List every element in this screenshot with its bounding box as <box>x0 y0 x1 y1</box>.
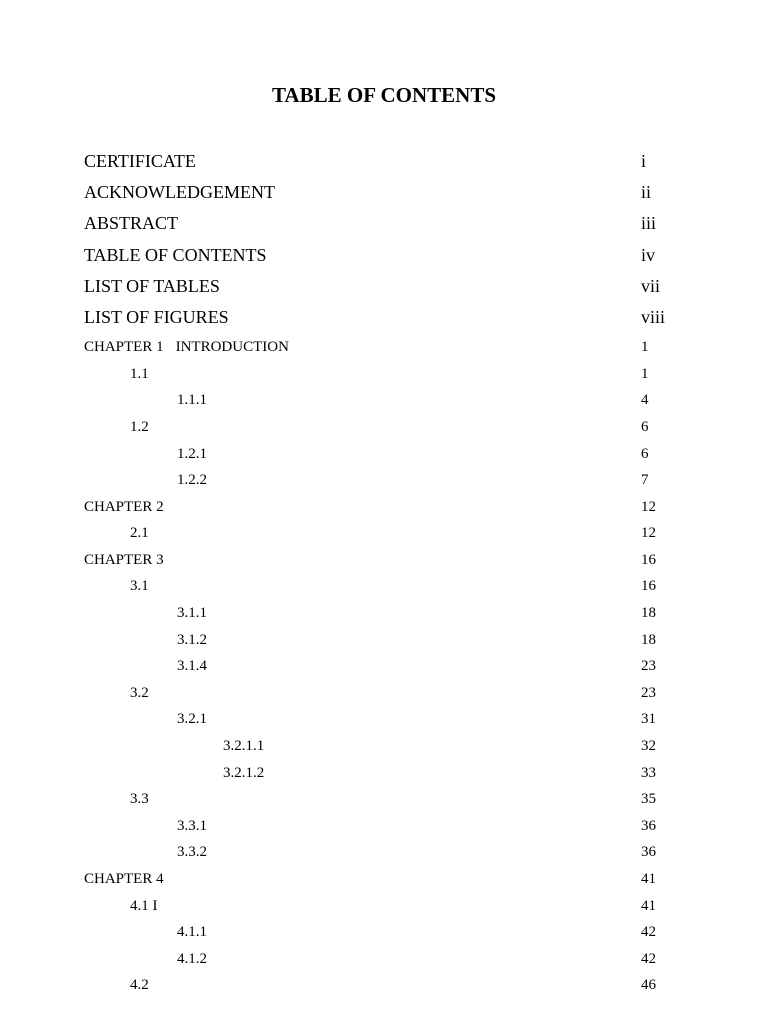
toc-entry-title: INTRODUCTION <box>175 339 289 356</box>
toc-row-subsection <box>84 813 684 840</box>
toc-entry-label: 1.2.2 <box>177 472 207 489</box>
toc-page-number: 1 <box>641 365 649 382</box>
toc-page-number: 1 <box>641 339 649 356</box>
toc-entry-label: CHAPTER 3 <box>84 551 164 568</box>
toc-page-number: 32 <box>641 738 656 755</box>
toc-page-number: 42 <box>641 950 656 967</box>
toc-page-number: 41 <box>641 871 656 887</box>
toc-entry-label: 4.1.2 <box>177 950 207 967</box>
toc-page-number: 23 <box>641 684 656 701</box>
toc-page-number: 16 <box>641 551 656 568</box>
toc-page-number: iii <box>641 213 657 234</box>
toc-row-section <box>84 786 684 813</box>
toc-row-section <box>84 972 684 999</box>
toc-entry-label: 4.2 <box>130 977 149 994</box>
toc-row-subsection <box>84 467 684 494</box>
toc-entry-label: 3.3 <box>130 791 149 808</box>
toc-entry-label: 3.2.1.2 <box>223 764 265 781</box>
toc-row-chapter-3 <box>84 547 684 574</box>
toc-entry-label: 1.1.1 <box>177 392 207 409</box>
toc-entry-label: 3.2.1.1 <box>223 738 265 755</box>
toc-entry-label: 3.1.1 <box>177 605 207 622</box>
toc-page-number: 18 <box>641 631 656 648</box>
toc-entry-label: 3.1.2 <box>177 631 207 648</box>
toc-page-number: 7 <box>641 472 649 489</box>
toc-entry-label: 3.3.2 <box>177 844 207 861</box>
toc-page-number: 31 <box>641 711 656 728</box>
toc-entry-label: TABLE OF CONTENTS <box>84 244 267 265</box>
toc-row-section <box>84 573 684 600</box>
toc-row-subsection <box>84 839 684 866</box>
toc-page-number: 33 <box>641 764 656 781</box>
toc-entry-label: 3.2.1 <box>177 711 207 728</box>
toc-entry-label: 3.1.4 <box>177 658 207 675</box>
toc-page-number: 18 <box>641 605 656 622</box>
toc-row-section <box>84 361 684 388</box>
toc-entry-label <box>84 334 289 361</box>
toc-entry-label: 4.1 I <box>130 897 158 914</box>
toc-row-chapter-2 <box>84 494 684 521</box>
toc-entry-label: 2.1 <box>130 525 149 542</box>
toc-row-subsection <box>84 600 684 627</box>
toc-page-number: 6 <box>641 418 649 435</box>
toc-row-subsection <box>84 706 684 733</box>
toc-row-section <box>84 680 684 707</box>
toc-page-number: 46 <box>641 977 656 994</box>
toc-entry-number: CHAPTER 1 <box>84 339 164 356</box>
toc-row-section <box>84 520 684 547</box>
toc-row-acknowledgement <box>84 177 684 208</box>
toc-row-list-of-tables <box>84 271 684 302</box>
toc-row-subsubsection <box>84 733 684 760</box>
toc-row-certificate <box>84 146 684 177</box>
toc-row-subsection <box>84 627 684 654</box>
page-title: TABLE OF CONTENTS <box>271 83 497 107</box>
toc-entry-label: LIST OF FIGURES <box>84 306 229 327</box>
toc-row-chapter-4 <box>84 866 684 893</box>
toc-page-number: 42 <box>641 924 656 941</box>
toc-page-number: 12 <box>641 525 656 542</box>
toc-page-number: 12 <box>641 498 656 515</box>
toc-row-subsection <box>84 919 684 946</box>
table-of-contents <box>84 146 684 999</box>
toc-entry-label: CHAPTER 4 <box>84 871 164 887</box>
toc-row-list-of-figures <box>84 302 684 333</box>
toc-row-subsubsection <box>84 760 684 787</box>
toc-page-number: 36 <box>641 817 656 834</box>
toc-row-section <box>84 893 684 920</box>
toc-page-number: i <box>641 151 647 171</box>
toc-entry-label: 1.2.1 <box>177 445 207 462</box>
toc-page-number: viii <box>641 306 666 327</box>
toc-page-number: 41 <box>641 897 656 914</box>
toc-page-number: iv <box>641 244 656 265</box>
toc-row-section <box>84 414 684 441</box>
toc-entry-label: 4.1.1 <box>177 924 207 941</box>
toc-entry-label: 3.1 <box>130 578 149 595</box>
toc-page-number: 16 <box>641 578 656 595</box>
toc-page-number: 35 <box>641 791 656 808</box>
toc-entry-label: 3.2 <box>130 684 149 701</box>
toc-page-number: 36 <box>641 844 656 861</box>
toc-row-subsection <box>84 441 684 468</box>
toc-row-table-of-contents <box>84 240 684 271</box>
toc-row-subsection <box>84 946 684 973</box>
toc-entry-label: ACKNOWLEDGEMENT <box>84 182 275 203</box>
toc-page-number: 23 <box>641 658 656 675</box>
toc-entry-label: LIST OF TABLES <box>84 275 220 296</box>
toc-page-number: 4 <box>641 392 649 409</box>
toc-entry-label: ABSTRACT <box>84 213 179 234</box>
toc-entry-label: 1.2 <box>130 418 149 435</box>
toc-row-subsection <box>84 387 684 414</box>
toc-row-chapter-1 <box>84 334 684 361</box>
toc-row-abstract <box>84 208 684 239</box>
toc-page-number: 6 <box>641 445 649 462</box>
toc-entry-label: 1.1 <box>130 365 149 382</box>
toc-entry-label: CHAPTER 2 <box>84 498 164 515</box>
toc-page-number: vii <box>641 275 661 296</box>
toc-row-subsection <box>84 653 684 680</box>
toc-entry-label: CERTIFICATE <box>84 151 196 171</box>
toc-page-number: ii <box>641 182 652 203</box>
toc-entry-label: 3.3.1 <box>177 817 207 834</box>
